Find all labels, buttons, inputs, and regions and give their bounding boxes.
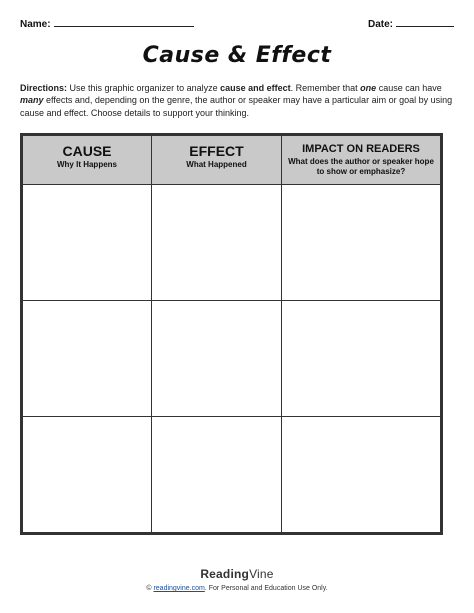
- column-title: EFFECT: [189, 143, 244, 159]
- directions-emphasis-3: many: [20, 95, 44, 106]
- website-link[interactable]: readingvine.com: [153, 585, 205, 592]
- directions-text-4: effects and, depending on the genre, the author or speaker may have a particular aim or goal by using cause and effect. Choose details to support your thinking.: [20, 95, 453, 118]
- name-field[interactable]: [20, 18, 194, 30]
- cause-cell[interactable]: [23, 417, 152, 533]
- page-title: Cause & Effect: [142, 43, 332, 68]
- table-header-row: [23, 136, 441, 185]
- header-row: [20, 16, 454, 32]
- organizer-grid: [22, 135, 441, 533]
- effect-cell[interactable]: [152, 417, 282, 533]
- table-row: [23, 301, 441, 417]
- directions-label: Directions:: [20, 83, 68, 93]
- column-header-impact: [282, 136, 441, 185]
- readingvine-logo: [0, 567, 474, 581]
- impact-cell[interactable]: [282, 301, 441, 417]
- date-line[interactable]: [396, 18, 454, 27]
- directions-emphasis-2: one: [360, 83, 377, 93]
- copyright-symbol: ©: [146, 585, 154, 592]
- date-label: Date:: [367, 19, 393, 30]
- name-line[interactable]: [54, 18, 194, 27]
- column-title: IMPACT ON READERS: [302, 143, 420, 155]
- directions-emphasis-1: cause and effect: [220, 83, 291, 93]
- column-header-effect: [152, 136, 282, 185]
- table-row: [23, 417, 441, 533]
- logo-reading: Reading: [200, 567, 250, 581]
- column-subtitle: Why It Happens: [56, 160, 117, 169]
- column-subtitle: What does the author or speaker hope to show or emphasize?: [288, 157, 434, 176]
- name-label: Name:: [20, 19, 51, 30]
- cause-cell[interactable]: [23, 301, 152, 417]
- impact-cell[interactable]: [282, 417, 441, 533]
- table-row: [23, 185, 441, 301]
- organizer-table: [20, 133, 443, 535]
- logo-vine: Vine: [249, 567, 274, 581]
- directions-text-2: . Remember that: [290, 83, 361, 93]
- effect-cell[interactable]: [152, 185, 282, 301]
- effect-cell[interactable]: [152, 301, 282, 417]
- column-title: CAUSE: [62, 143, 112, 159]
- footer-notice: [0, 585, 474, 592]
- usage-notice: . For Personal and Education Use Only.: [204, 585, 328, 592]
- impact-cell[interactable]: [282, 185, 441, 301]
- column-subtitle: What Happened: [186, 160, 247, 169]
- directions-text-3: cause can have: [376, 83, 442, 93]
- cause-cell[interactable]: [23, 185, 152, 301]
- date-field[interactable]: [368, 18, 454, 30]
- directions-text-1: Use this graphic organizer to analyze: [67, 83, 221, 93]
- directions: [20, 82, 456, 119]
- column-header-cause: [23, 136, 152, 185]
